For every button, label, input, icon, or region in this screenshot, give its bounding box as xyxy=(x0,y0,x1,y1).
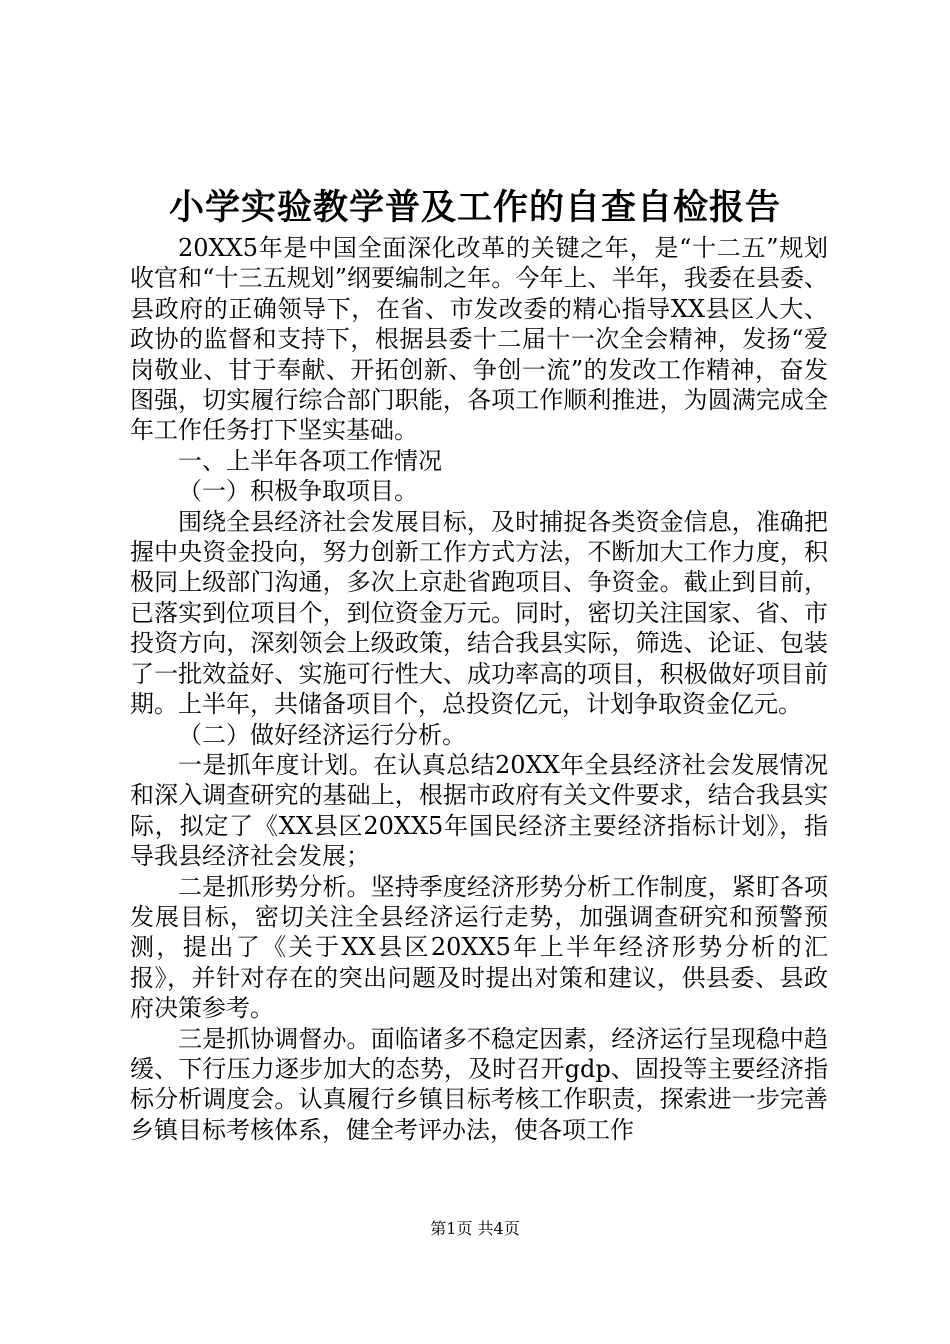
document-body xyxy=(130,233,828,1145)
paragraph-situation-analysis: 二是抓形势分析。坚持季度经济形势分析工作制度，紧盯各项发展目标，密切关注全县经济运行走势，加强调查研究和预警预测，提出了《关于XX县区20XX5年上半年经济形势分析的汇报》，并针对存在的突出问题及时提出对策和建议，供县委、县政府决策参考。 xyxy=(130,872,828,1023)
page-footer: 第1页 共4页 xyxy=(430,1219,520,1238)
paragraph-projects: 围绕全县经济社会发展目标，及时捕捉各类资金信息，准确把握中央资金投向，努力创新工作方式方法，不断加大工作力度，积极同上级部门沟通，多次上京赴省跑项目、争资金。截止到目前，已落实到位项目个，到位资金万元。同时，密切关注国家、省、市投资方向，深刻领会上级政策，结合我县实际，筛选、论证、包装了一批效益好、实施可行性大、成功率高的项目，积极做好项目前期。上半年，共储备项目个，总投资亿元，计划争取资金亿元。 xyxy=(130,507,828,719)
document-title: 小学实验教学普及工作的自查自检报告 xyxy=(168,187,781,228)
subsection-heading-1: （一）积极争取项目。 xyxy=(178,477,418,506)
paragraph-coordination: 三是抓协调督办。面临诸多不稳定因素，经济运行呈现稳中趋缓、下行压力逐步加大的态势，及时召开gdp、固投等主要经济指标分析调度会。认真履行乡镇目标考核工作职责，探索进一步完善乡镇目标考核体系，健全考评办法，使各项工作 xyxy=(130,1024,828,1144)
paragraph-annual-plan: 一是抓年度计划。在认真总结20XX年全县经济社会发展情况和深入调查研究的基础上，根据市政府有关文件要求，结合我县实际，拟定了《XX县区20XX5年国民经济主要经济指标计划》，指导我县经济社会发展； xyxy=(130,750,828,871)
subsection-heading-2: （二）做好经济运行分析。 xyxy=(178,720,466,749)
section-heading-1: 一、上半年各项工作情况 xyxy=(178,446,442,475)
paragraph-intro: 20XX5年是中国全面深化改革的关键之年，是“十二五”规划收官和“十三五规划”纲要编制之年。今年上、半年，我委在县委、县政府的正确领导下，在省、市发改委的精心指导XX县区人大、政协的监督和支持下，根据县委十二届十一次全会精神，发扬“爱岗敬业、甘于奉献、开拓创新、争创一流”的发改工作精神，奋发图强，切实履行综合部门职能，各项工作顺利推进，为圆满完成全年工作任务打下坚实基础。 xyxy=(130,234,828,445)
